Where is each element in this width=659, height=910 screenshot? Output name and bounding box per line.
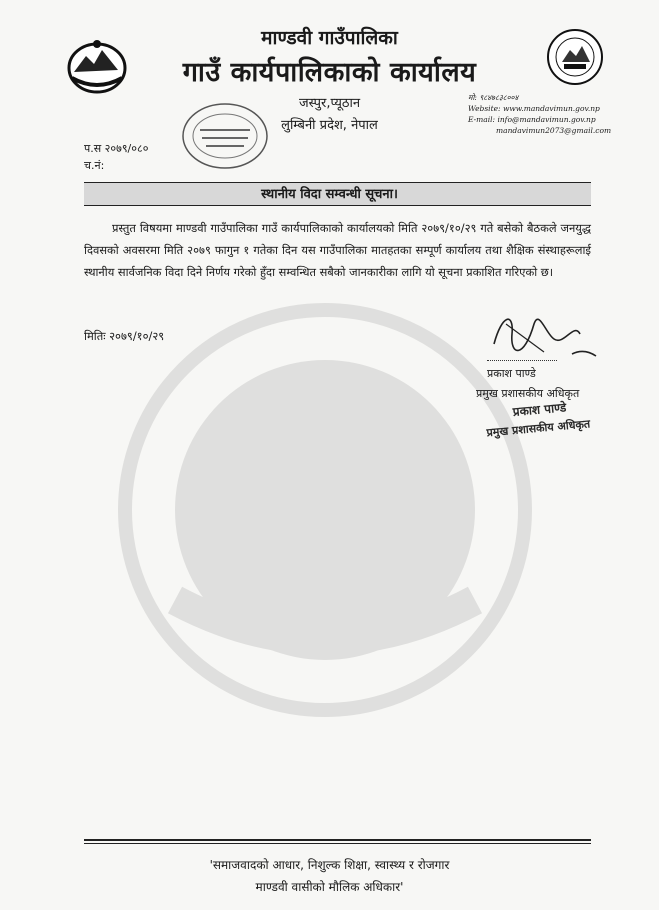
signature-line — [487, 360, 557, 361]
notice-body-text: प्रस्तुत विषयमा माण्डवी गाउँपालिका गाउँ कार्यपालिकाको कार्यालयको मिति २०७९/१०/२९ गते बसेको बैठकले जनयुद्ध दिवसको अवसरमा मिति २०७९ फागुन १ गतेका दिन यस गाउँपालिका मातहतका सम्पूर्ण कार्यालय तथा शैक्षिक संस्थाहरूलाई स्थानीय सार्वजनिक विदा दिने निर्णय गरेको हुँदा सम्वन्धित सबैको जानकारीका लागि यो सूचना प्रकाशित गरिएको छ। — [84, 221, 591, 279]
reference-number: प.स २०७९/०८० — [84, 142, 149, 155]
seal-name: प्रकाश पाण्डे — [512, 400, 567, 419]
signatory-name: प्रकाश पाण्डे — [487, 367, 536, 380]
seal-role: प्रमुख प्रशासकीय अधिकृत — [485, 417, 591, 440]
contact-block — [468, 92, 611, 136]
address-province: लुम्बिनी प्रदेश, नेपाल — [281, 118, 378, 133]
email-secondary: mandavimun2073@gmail.com — [496, 126, 612, 135]
handwritten-signature — [484, 304, 604, 366]
watermark-emblem — [115, 300, 535, 720]
notice-body — [84, 217, 591, 283]
notice-date: मितिः २०७९/१०/२९ — [84, 329, 165, 343]
mobile-number: मो: ९८४७८३८००४ — [468, 93, 519, 102]
signatory-role: प्रमुख प्रशासकीय अधिकृत — [476, 387, 580, 400]
footer-slogan-line2: माण्डवी वासीको मौलिक अधिकार' — [255, 880, 404, 894]
address-district: जस्पुर,प्यूठान — [298, 96, 361, 111]
municipality-name: माण्डवी गाउँपालिका — [261, 27, 398, 49]
website: Website: www.mandavimun.gov.np — [468, 104, 600, 113]
email-primary: E-mail: info@mandavimun.gov.np — [468, 115, 596, 124]
footer-divider — [84, 839, 591, 841]
dispatch-number: च.नं: — [84, 159, 105, 172]
notice-title: स्थानीय विदा सम्वन्धी सूचना। — [261, 187, 398, 202]
footer-divider-thin — [84, 843, 591, 844]
name-seal — [478, 392, 622, 456]
office-title: गाउँ कार्यपालिकाको कार्यालय — [182, 57, 477, 88]
office-stamp — [180, 100, 270, 172]
footer-slogan-line1: 'समाजवादको आधार, निशुल्क शिक्षा, स्वास्थ्य र रोजगार — [209, 858, 450, 872]
